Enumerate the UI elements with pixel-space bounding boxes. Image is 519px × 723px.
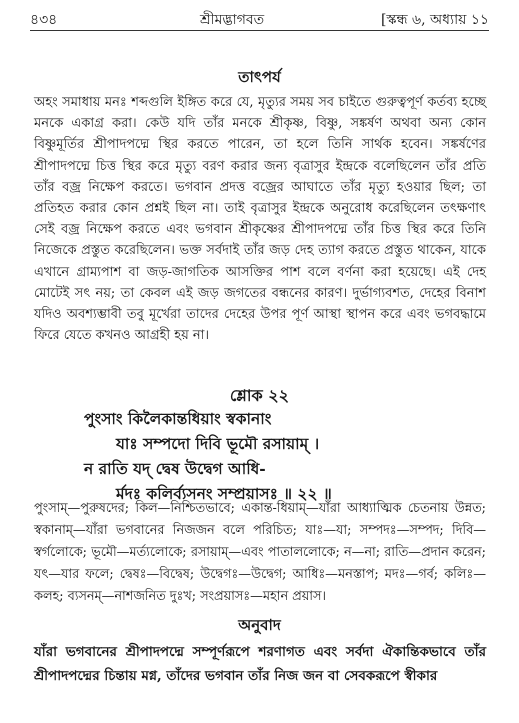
- verse-line-2: যাঃ সম্পদো দিবি ভূমৌ রসায়াম্ ।: [116, 434, 320, 453]
- verse-line-3: ন রাতি যদ্ দ্বেষ উদ্বেগ আধি-: [84, 459, 266, 478]
- translation-text: যাঁরা ভগবানের শ্রীপাদপদ্মে সম্পূর্ণরূপে শরণাগত এবং সর্বদা ঐকান্তিকভাবে তাঁর শ্রীপাদপদ্মের চিন্তায় মগ্ন, তাঁদের ভগবান তাঁর নিজ জন বা সেবকরূপে স্বীকার: [34, 644, 486, 684]
- verse-line-4: র্মদঃ কলির্ব্যসনং সম্প্রয়াসঃ ॥ ২২ ॥: [116, 484, 332, 503]
- page-number: ৪৩৪: [30, 12, 58, 28]
- purport-text: অহং সমাধায় মনঃ শব্দগুলি ইঙ্গিত করে যে, মৃত্যুর সময় সব চাইতে গুরুত্বপূর্ণ কর্তব্য হচ্ছে মনকে একাগ্র করা। কেউ যদি তাঁর মনকে শ্রীকৃষ্ণ, বিষ্ণু, সঙ্কর্ষণ অথবা অন্য কোন বিষ্ণুমূর্তির শ্রীপাদপদ্মে স্থির করতে পারেন, তা হলে তিনি সার্থক হবেন। সঙ্কর্ষণের শ্রীপাদপদ্মে চিত্ত স্থির করে মৃত্যু বরণ করার জন্য বৃত্রাসুর ইন্দ্রকে বলেছিলেন তাঁর প্রতি তাঁর বজ্র নিক্ষেপ করতে। ভগবান প্রদত্ত বজ্রের আঘাতে তাঁর মৃত্যু হওয়ার ছিল; তা প্রতিহত করার কোন প্রশ্নই ছিল না। তাই বৃত্রাসুর ইন্দ্রকে অনুরোধ করেছিলেন তৎক্ষণাৎ সেই বজ্র নিক্ষেপ করতে এবং ভগবান শ্রীকৃষ্ণের শ্রীপাদপদ্মে তাঁর চিত্ত স্থির করে তিনি নিজেকে প্রস্তুত করেছিলেন। ভক্ত সর্বদাই তাঁর জড় দেহ ত্যাগ করতে প্রস্তুত থাকেন, যাকে এখানে গ্রাম্যপাশ বা জড়-জাগতিক আসক্তির পাশ বলে বর্ণনা করা হয়েছে। এই দেহ মোটেই সৎ নয়; তা কেবল এই জড় জগতের বন্ধনের কারণ। দুর্ভাগ্যবশত, দেহের বিনাশ যদিও অবশ্যম্ভাবী তবু মূর্খেরা তাদের দেহের উপর পূর্ণ আস্থা স্থাপন করে এবং ভগবদ্ধামে ফিরে যেতে কখনও আগ্রহী হয় না।: [34, 95, 486, 344]
- translation-heading: অনুবাদ: [238, 616, 281, 634]
- verse-title: শ্লোক ২২: [229, 386, 290, 405]
- page-header: [30, 8, 489, 30]
- book-title: শ্রীমদ্ভাগবত: [200, 12, 265, 28]
- section-label: [স্কন্ধ ৬, অধ্যায় ১১: [380, 12, 489, 28]
- verse-line-1: পুংসাং কিলৈকান্তধিয়াং স্বকানাং: [84, 409, 272, 428]
- synonyms-text: পুংসাম্—পুরুষদের; কিল—নিশ্চিতভাবে; একান্ত-ধিয়াম্—যাঁরা আধ্যাত্মিক চেতনায় উন্নত; স্বকানাম্—যাঁরা ভগবানের নিজজন বলে পরিচিত; যাঃ—যা; সম্পদঃ—সম্পদ; দিবি—স্বর্গলোকে; ভূমৌ—মর্ত্যলোকে; রসায়াম্—এবং পাতাললোকে; ন—না; রাতি—প্রদান করেন; যৎ—যার ফলে; দ্বেষঃ—বিদ্বেষ; উদ্বেগঃ—উদ্বেগ; আধিঃ—মনস্তাপ; মদঃ—গর্ব; কলিঃ—কলহ; ব্যসনম্—নাশজনিত দুঃখ; সংপ্রয়াসঃ—মহান প্রয়াস।: [34, 501, 486, 604]
- header-rule: [30, 30, 489, 31]
- purport-heading: তাৎপর্য: [238, 68, 281, 86]
